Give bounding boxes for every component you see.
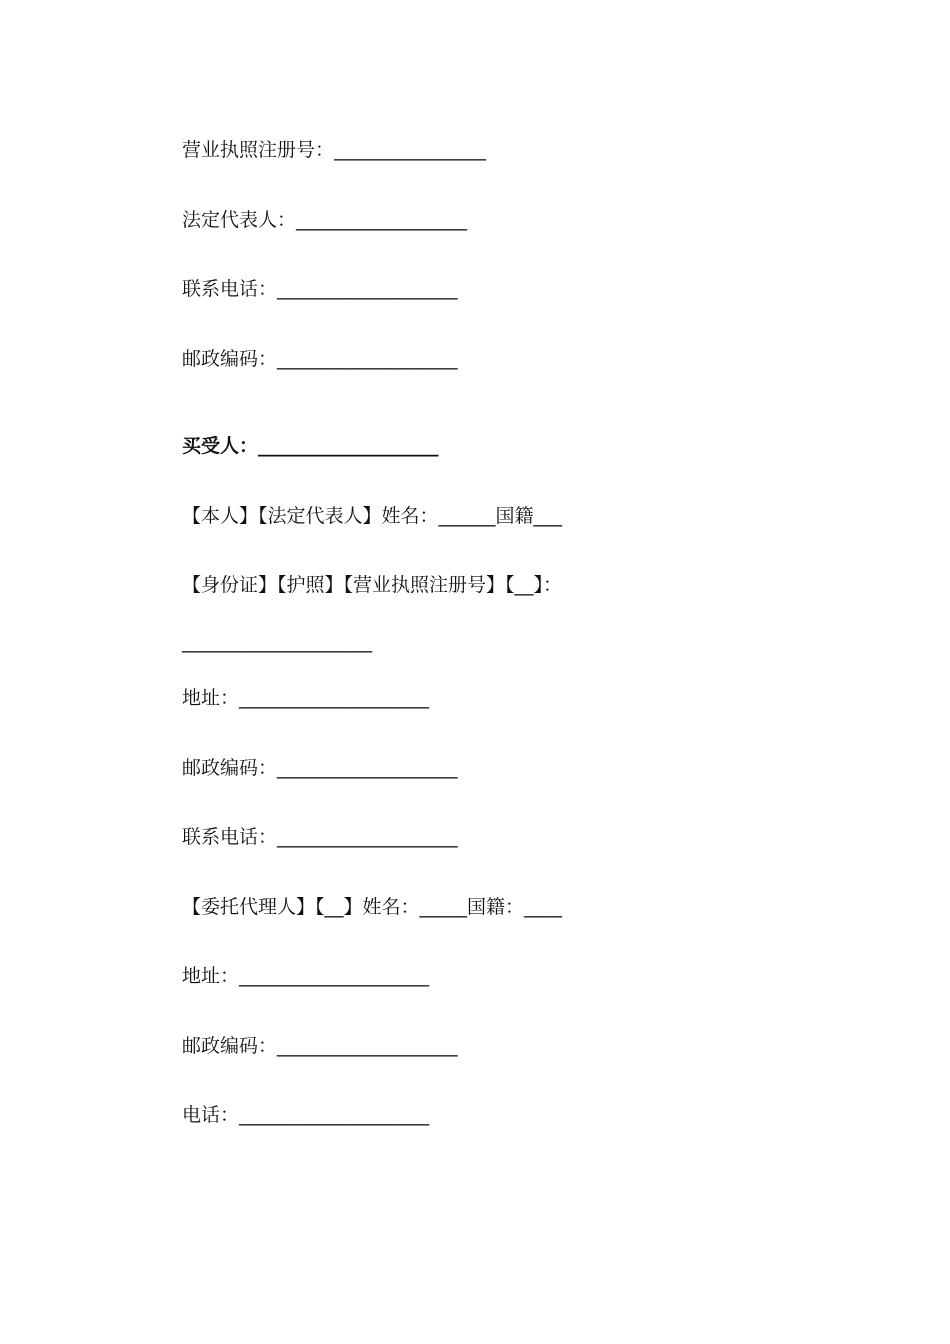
- seller-legal-representative-line: 法定代表人：__________________: [182, 209, 468, 231]
- buyer-phone-line: 联系电话：___________________: [182, 826, 458, 848]
- seller-business-license-line: 营业执照注册号：________________: [182, 139, 487, 161]
- agent-name-nationality-line: 【委托代理人】【__】姓名：_____国籍：____: [182, 896, 563, 918]
- agent-postal-code-line: 邮政编码：___________________: [182, 1035, 458, 1057]
- buyer-id-type-line: 【身份证】【护照】【营业执照注册号】【__】：: [182, 574, 563, 596]
- buyer-heading: 买受人：___________________: [182, 435, 439, 457]
- buyer-address-line: 地址：____________________: [182, 687, 430, 709]
- seller-postal-code-line: 邮政编码：___________________: [182, 348, 458, 370]
- buyer-id-number-line: ____________________: [182, 631, 372, 653]
- seller-phone-line: 联系电话：___________________: [182, 278, 458, 300]
- agent-address-line: 地址：____________________: [182, 965, 430, 987]
- buyer-name-nationality-line: 【本人】【法定代表人】姓名：______国籍___: [182, 505, 563, 527]
- agent-phone-line: 电话：____________________: [182, 1104, 430, 1126]
- buyer-postal-code-line: 邮政编码：___________________: [182, 757, 458, 779]
